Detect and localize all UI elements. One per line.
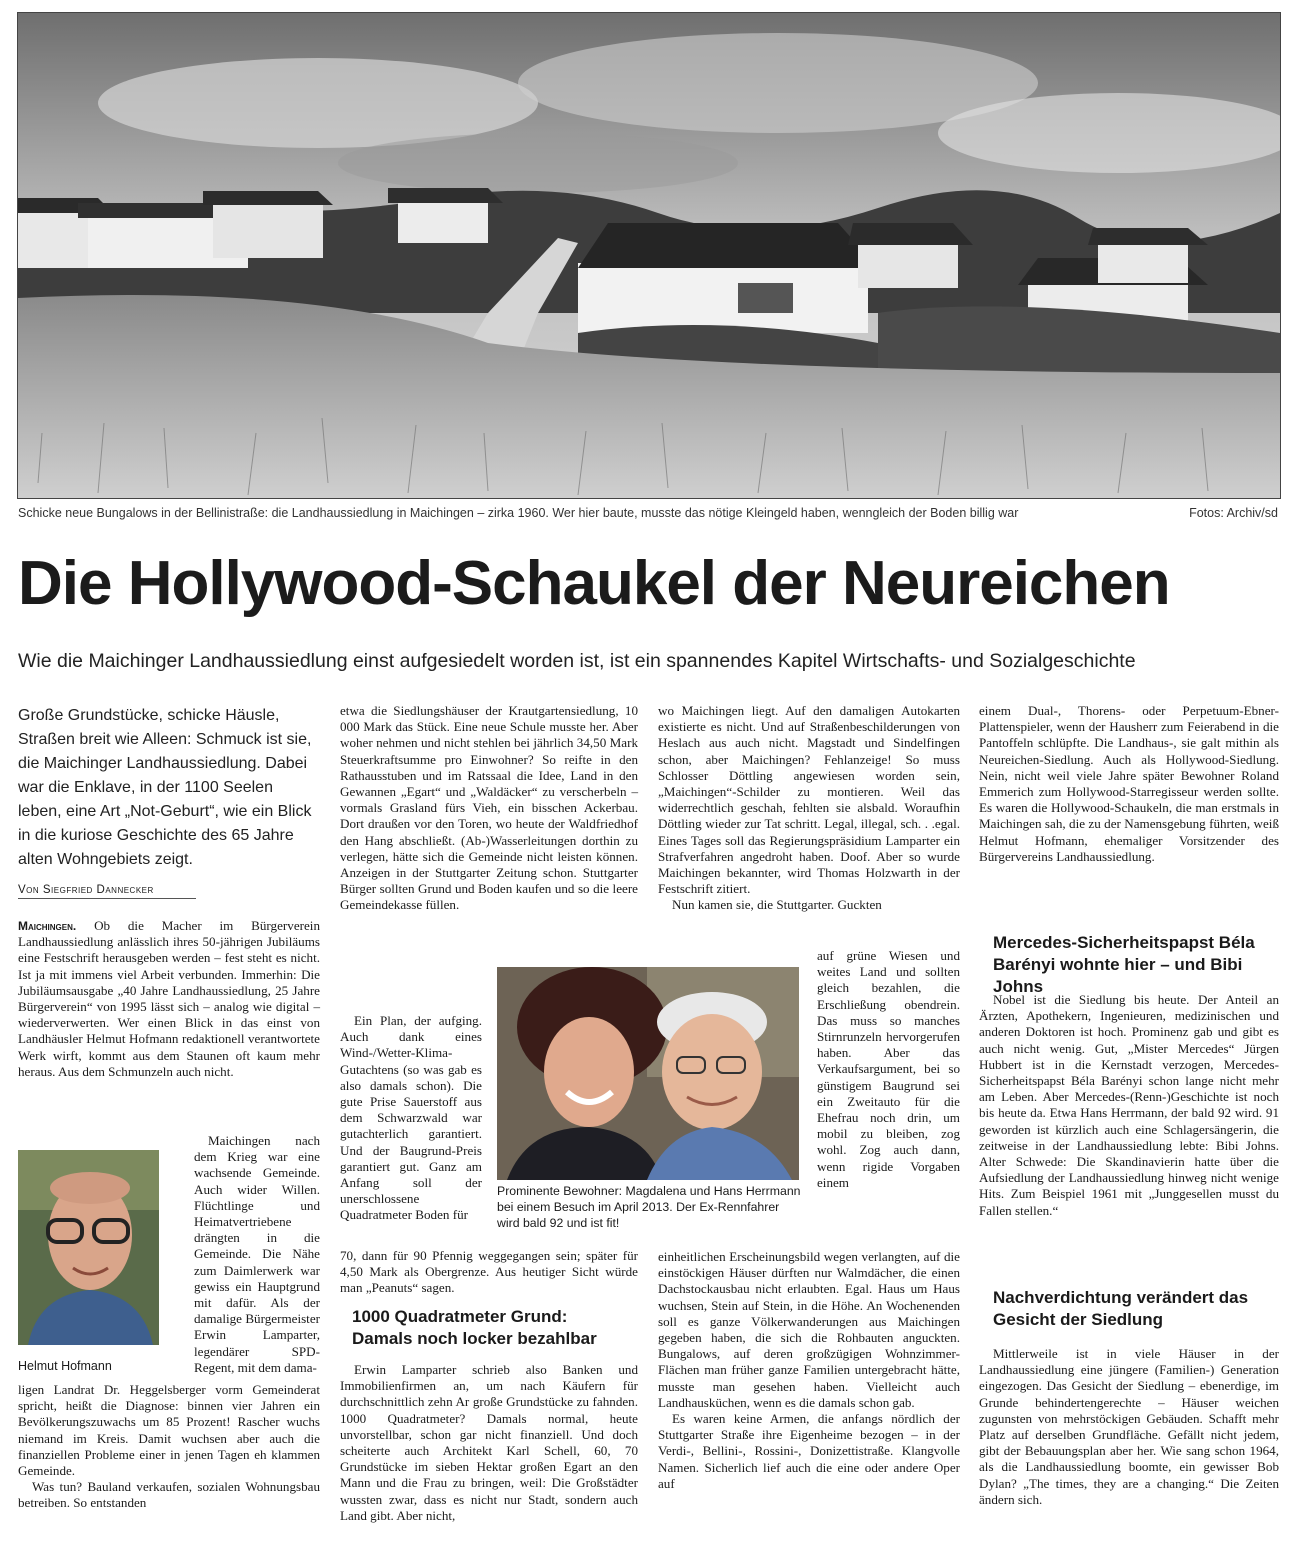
portrait-photo [18, 1150, 159, 1345]
article-column-3-wrap [817, 948, 960, 1191]
subheading: Mercedes-Sicherheitspapst Béla Barényi wohnte hier – und Bibi Johns [993, 933, 1255, 996]
article-text: Erwin Lamparter schrieb also Banken und Immobilienfirmen an, um nach Käufern für durchschnittlich zehn Ar große Grundstücke zu fahnden. 1000 Quadratmeter? Damals normal, heute unvorstellbar, schon gar nicht finanziell. Und doch scheiterte auch Architekt Karl Schell, 60, 70 Grundstücke im sieben Hektar großen Egart an den Mann und die Frau zu bringen, weil: Die Großstädter wussten zwar, dass es nicht nur Stadt, sondern auch Land gibt. Aber nicht, [340, 1362, 638, 1523]
hero-photo [17, 12, 1281, 499]
couple-photo-caption: Prominente Bewohner: Magdalena und Hans Herrmann bei einem Besuch im April 2013. Der Ex-Rennfahrer wird bald 92 und ist fit! [497, 1184, 801, 1230]
photo-credit: Fotos: Archiv/sd [1189, 506, 1278, 520]
article-text: Ein Plan, der aufging. Auch dank eines Wind-/Wetter-Klima-Gutachtens (so was gab es also damals schon). Die gute Prise Sauerstoff aus dem Schwarzwald war gutachterlich garantiert. Und der Baugrund-Preis garantiert gut. Ganz am Anfang soll der unerschlossene Quadratmeter Boden für [340, 1013, 482, 1223]
photo-caption [18, 506, 1278, 520]
article-text: 70, dann für 90 Pfennig weggegangen sein; später für 4,50 Mark als Obergrenze. Aus heutiger Sicht würde man „Peanuts“ sagen. [340, 1248, 638, 1296]
article-column-2-top [340, 703, 638, 914]
article-text: ligen Landrat Dr. Heggelsberger vorm Gemeinderat spricht, heißt die Diagnose: binnen vier Jahren ein Bevölkerungszuwachs um 85 Prozent! Rascher wuchs niemand im Kreis. Damit wuchsen aber auch die finanziellen Probleme einer in jenen Tagen eh klammen Gemeinde. [18, 1382, 320, 1479]
article-column-1-top [18, 918, 320, 1080]
portrait-caption: Helmut Hofmann [18, 1359, 112, 1373]
article-text: einheitlichen Erscheinungsbild wegen verlangten, auf die einstöckigen Häuser dürften nur Walmdächer, die einen Dachstockausbau nicht erlaubten. Egal. Haus um Haus wuchsen, Stein auf Stein, in die Höhe. An Wochenenden soll es ganze Völkerwanderungen aus Maichingen gegeben haben, die sich die Rohbauten anguckten. Bungalows, auf deren großzügigen Wohnzimmer-Flächen man früher ganze Familien untergebracht hätte, musste man gesehen haben. Vielleicht auch Landhausküchen, wenn es die damals schon gab. [658, 1249, 960, 1410]
byline-prefix: Von [18, 884, 40, 896]
article-text: auf grüne Wiesen und weites Land und sollten gleich bezahlen, die Erschließung obendrein. Das muss so manches Stirnrunzeln hervorgerufen haben. Aber das Verkaufsargument, bei so günstigem Baugrund sei ein Zweitauto für die Ehefrau noch drin, um mobil zu bleiben, zog wohl. Zog auch dann, wenn rigide Vorgaben einem [817, 948, 960, 1190]
article-text: wo Maichingen liegt. Auf den damaligen Autokarten existierte es nicht. Und auf Straßenbeschilderungen von Heslach aus auch nicht. Magstadt und Sindelfingen schon, aber Maichingen? Fehlanzeige! So muss Schlosser Döttling angewiesen worden sein, „Maichingen“-Schilder zu montieren. Weil das widerrechtlich geschah, fehlten sie alsbald. Woraufhin Döttling wieder zur Tat schritt. Legal, illegal, sch. . .egal. Eines Tages soll das Regierungspräsidium Lamparter ein Strafverfahren angedroht haben. Doof. Aber so wurde Maichingen bekannter, wird Thomas Holzwarth in der Festschrift zitiert. [658, 703, 960, 897]
article-text: Mittlerweile ist in viele Häuser in der Landhaussiedlung eine jüngere (Familien-) Generation eingezogen. Das Gesicht der Siedlung – ebenerdige, im Grunde behindertengerechte – Häuser weichen zugunsten von mehrstöckigen Gebäuden. Schafft mehr Platz auf derselben Grundfläche. Gefällt nicht jedem, gibt der Bebauungsplan aber her. Wie sang schon 1964, als die Landhaussiedlung boomte, ein gewisser Bob Dylan? „The times, they are a changing.“ Die Zeiten ändern sich. [979, 1346, 1279, 1507]
article-column-1-bottom [18, 1382, 320, 1512]
subheading: Nachverdichtung verändert das Gesicht der Siedlung [993, 1288, 1249, 1329]
article-column-3-top [658, 703, 960, 914]
article-text: einem Dual-, Thorens- oder Perpetuum-Ebner-Plattenspieler, wenn der Hausherr zum Feierabend in die Pantoffeln schlüpfte. Die Landhaus-, sie galt mithin als Neureichen-Siedlung. Auch als Hollywood-Siedlung. Nein, nicht weil viele Jahre später Bewohner Roland Emmerich zum Hollywood-Starregisseur werden sollte. Es waren die Hollywood-Schaukeln, die man erstmals in Maichingen sah, die zu der Namensgebung führten, weiß Helmut Hofmann, ehemaliger Vorsitzender des Bürgervereins Landhaussiedlung. [979, 703, 1279, 864]
byline [18, 884, 196, 899]
article-column-2-wrap [340, 1013, 482, 1224]
couple-photo [497, 967, 799, 1180]
article-text: Nun kamen sie, die Stuttgarter. Guckten [672, 897, 882, 913]
article-text: Ob die Macher im Bürgerverein Landhaussiedlung anlässlich ihres 50-jährigen Jubiläums eine Festschrift herausgeben werden – fest steht es nicht. Ist ja mit immens viel Arbeit verbunden. Immerhin: Die Jubiläumsausgabe „40 Jahre Landhaussiedlung, 25 Jahre Bürgerverein“ von 1995 lässt sich – analog wie digital – wiederverwerten. Wer einen Blick in das einst von Landhäusler Helmut Hofmann redaktionell verantwortete Werk wirft, kommt aus dem Staunen oft kaum mehr heraus. Aus dem Schmunzeln auch nicht. [18, 918, 320, 1079]
article-text: Nobel ist die Siedlung bis heute. Der Anteil an Ärzten, Apothekern, Ingenieuren, medizinischen und anderen Doktoren ist hoch. Prominenz gab und gibt es auch nicht wenig. Gut, „Mister Mercedes“ Jürgen Hubbert ist in die Kernstadt verzogen, Mercedes-Sicherheitspapst Béla Barényi schon lange nicht mehr am Leben. Aber Mercedes-(Renn-)Geschichte ist noch bis heute da. Etwa Hans Herrmann, der bald 92 wird. 91 geworden ist kürzlich auch eine Schlagersängerin, die zeitweise in der Landhaussiedlung lebte: Bibi Johns. Alter Schwede: Die Skandinavierin hatte über die Aufsiedlung der Landhaussiedlung hinweg nicht wenige Hits. Zum Beispiel 1961 mit „Junggesellen musst du Fallen stellen.“ [979, 992, 1279, 1218]
photo-caption-text: Schicke neue Bungalows in der Bellinistraße: die Landhaussiedlung in Maichingen – zirka 1960. Wer hier baute, musste das nötige Kleingeld haben, wenngleich der Boden billig war [18, 506, 1019, 520]
article-column-2-mid [340, 1248, 638, 1297]
subheadline: Wie die Maichinger Landhaussiedlung einst aufgesiedelt worden ist, ist ein spannendes Kapitel Wirtschafts- und Sozialgeschichte [18, 650, 1136, 672]
byline-author: Siegfried Dannecker [42, 884, 154, 896]
article-column-1-wrap [194, 1133, 320, 1376]
article-column-4-top [979, 703, 1279, 865]
article-column-2-bottom [340, 1362, 638, 1524]
article-column-4-mid [979, 992, 1279, 1219]
lead-paragraph: Große Grundstücke, schicke Häusle, Straßen breit wie Alleen: Schmuck ist sie, die Maichinger Landhaussiedlung. Dabei war die Enklave, in der 1100 Seelen leben, eine Art „Not-Geburt“, wie ein Blick in die kuriose Geschichte des 65 Jahre alten Wohngebiets zeigt. [18, 707, 312, 868]
article-text: Es waren keine Armen, die anfangs nördlich der Stuttgarter Straße ihre Eigenheime bezogen – in der Verdi-, Bellini-, Rossini-, Donizettistraße. Klangvolle Namen. Sicherlich lief auch die eine oder andere Oper auf [658, 1411, 960, 1491]
article-column-3-bottom [658, 1249, 960, 1492]
article-text: Was tun? Bauland verkaufen, sozialen Wohnungsbau betreiben. So entstanden [18, 1479, 320, 1511]
article-text: Maichingen nach dem Krieg war eine wachsende Gemeinde. Auch wider Willen. Flüchtlinge und Heimatvertriebene drängten in die Gemeinde. Die Nähe zum Daimlerwerk war gewiss ein Hauptgrund mit dafür. Als der damalige Bürgermeister Erwin Lamparter, legendärer SPD-Regent, mit dem dama- [194, 1133, 320, 1375]
article-column-4-bottom [979, 1346, 1279, 1508]
article-text: etwa die Siedlungshäuser der Krautgartensiedlung, 10 000 Mark das Stück. Eine neue Schule musste her. Aber woher nehmen und nicht stehlen bei jährlich 34,50 Mark Steuerkraftsumme pro Einwohner? So reifte in den Rathausstuben und im Ratssaal die Idee, Land in den Gewannen „Egart“ und „Waldäcker“ zu verscherbeln – vormals Grasland fürs Vieh, ein bisschen Ackerbau. Dort draußen vor den Toren, wo heute der Waldfriedhof den Hang abschließt. (Ab-)Wasserleitungen dorthin zu verlegen, hätte sich die Gemeinde nicht leisten können. Anzeigen in der Stuttgarter Zeitung schon. Stuttgarter Bürger sollten Grund und Boden kaufen und so die leere Gemeindekasse füllen. [340, 703, 638, 913]
headline: Die Hollywood-Schaukel der Neureichen [18, 549, 1170, 618]
dateline: Maichingen. [18, 919, 77, 933]
subheading: 1000 Quadratmeter Grund: Damals noch locker bezahlbar [352, 1307, 597, 1348]
